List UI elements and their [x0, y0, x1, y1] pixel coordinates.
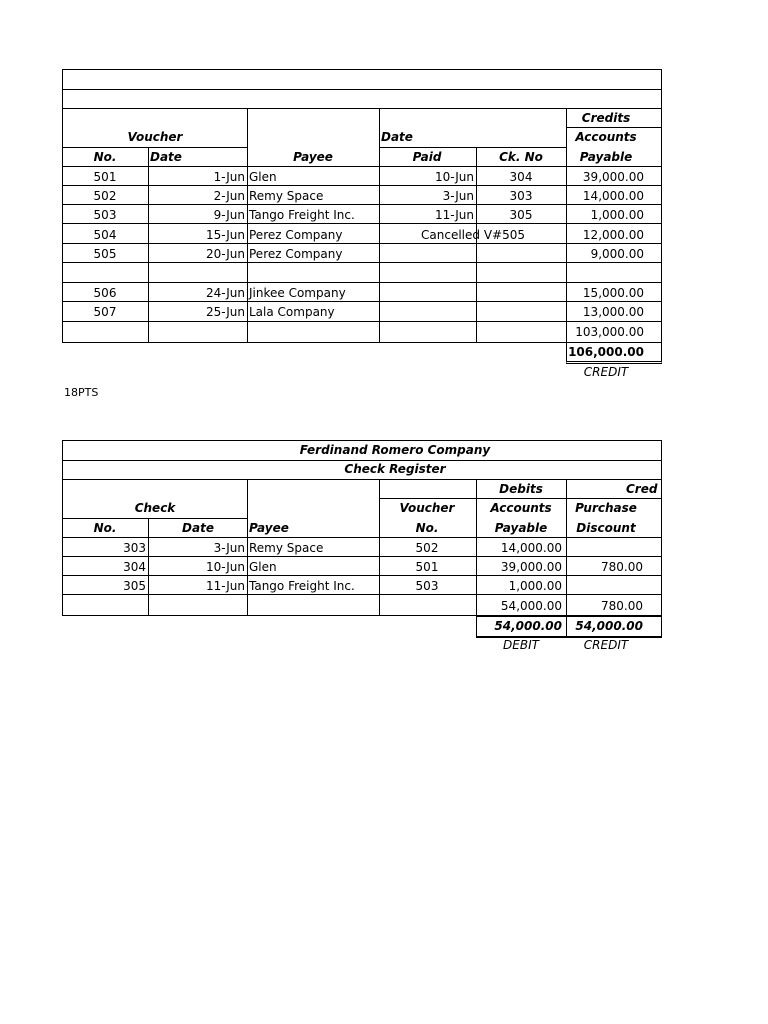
register-title: Check Register	[344, 462, 446, 476]
voucher-date: 25-Jun	[205, 305, 245, 319]
date-header: Date	[150, 150, 182, 164]
score-label: 18PTS	[64, 386, 99, 399]
ck-no-header: Ck. No	[499, 150, 543, 164]
grid-cell	[62, 321, 149, 343]
voucher-payee: Jinkee Company	[249, 286, 346, 300]
credit-label: CREDIT	[583, 365, 629, 379]
voucher-check-no: 304	[509, 170, 533, 184]
purchase-header: Purchase	[575, 501, 637, 515]
voucher-payee: Tango Freight Inc.	[249, 208, 355, 222]
grid-cell	[148, 594, 248, 616]
grid-cell	[476, 301, 567, 322]
voucher-payee: Remy Space	[249, 189, 324, 203]
credit-label: CREDIT	[583, 638, 629, 652]
grid-cell	[379, 243, 477, 263]
payee-header: Payee	[293, 150, 333, 164]
grid-cell	[247, 262, 380, 283]
date-group-header: Date	[381, 130, 413, 144]
voucher-no: 503	[93, 208, 117, 222]
voucher-check-no: 305	[509, 208, 533, 222]
check-ap-amount: 14,000.00	[500, 541, 562, 555]
debits-header: Debits	[499, 482, 543, 496]
paid-header: Paid	[412, 150, 442, 164]
grid-cell	[379, 262, 477, 283]
grid-cell	[476, 282, 567, 302]
voucher-amount: 9,000.00	[590, 247, 644, 261]
check-payee: Remy Space	[249, 541, 324, 555]
grid-cell	[379, 594, 477, 616]
no-header: No.	[93, 521, 117, 535]
voucher-payee: Glen	[249, 170, 277, 184]
check-voucher-no: 503	[415, 579, 439, 593]
grid-cell	[379, 321, 477, 343]
voucher-payee: Lala Company	[249, 305, 335, 319]
accounts-header: Accounts	[575, 130, 637, 144]
date-header: Date	[182, 521, 214, 535]
voucher-date: 2-Jun	[213, 189, 245, 203]
voucher-amount: 13,000.00	[582, 305, 644, 319]
discount-subtotal: 780.00	[601, 599, 643, 613]
voucher-subtotal: 103,000.00	[575, 325, 644, 339]
grid-cell	[148, 321, 248, 343]
voucher-amount: 1,000.00	[590, 208, 644, 222]
check-discount: 780.00	[601, 560, 643, 574]
voucher-date: 20-Jun	[205, 247, 245, 261]
check-ap-amount: 39,000.00	[500, 560, 562, 574]
grid-cell	[62, 262, 149, 283]
voucher-header: Voucher	[399, 501, 455, 515]
cancelled-note: Cancelled V#505	[421, 228, 525, 242]
no-header: No.	[93, 150, 117, 164]
check-header: Check	[134, 501, 176, 515]
voucher-paid-date: 3-Jun	[442, 189, 474, 203]
payable-header: Payable	[579, 150, 633, 164]
check-no: 303	[123, 541, 146, 555]
check-date: 3-Jun	[213, 541, 245, 555]
voucher-paid-date: 10-Jun	[434, 170, 474, 184]
voucher-payee: Perez Company	[249, 228, 343, 242]
voucher-register-title-row	[62, 69, 662, 90]
voucher-amount: 14,000.00	[582, 189, 644, 203]
voucher-no: 507	[93, 305, 117, 319]
grid-cell	[476, 243, 567, 263]
voucher-amount: 15,000.00	[582, 286, 644, 300]
grid-cell	[247, 321, 380, 343]
check-date: 10-Jun	[205, 560, 245, 574]
voucher-amount: 39,000.00	[582, 170, 644, 184]
voucher-no: 505	[93, 247, 117, 261]
voucher-no: 501	[93, 170, 117, 184]
check-date: 11-Jun	[205, 579, 245, 593]
voucher-date: 15-Jun	[205, 228, 245, 242]
grid-cell	[566, 262, 662, 283]
payable-header: Payable	[494, 521, 548, 535]
grid-cell	[566, 537, 662, 557]
grid-cell	[379, 301, 477, 322]
check-payee: Tango Freight Inc.	[249, 579, 355, 593]
voucher-date: 1-Jun	[213, 170, 245, 184]
check-ap-amount: 1,000.00	[508, 579, 562, 593]
voucher-date: 9-Jun	[213, 208, 245, 222]
accounts-header: Accounts	[490, 501, 552, 515]
grid-cell	[247, 594, 380, 616]
grid-cell	[379, 282, 477, 302]
grid-cell	[148, 262, 248, 283]
credits-header: Cred	[626, 482, 658, 496]
voucher-total: 106,000.00	[568, 345, 644, 359]
payee-header: Payee	[249, 521, 289, 535]
voucher-no-header: No.	[415, 521, 439, 535]
ap-subtotal: 54,000.00	[500, 599, 562, 613]
ap-total: 54,000.00	[494, 619, 562, 633]
check-payee: Glen	[249, 560, 277, 574]
credits-header: Credits	[581, 111, 631, 125]
check-voucher-no: 501	[415, 560, 439, 574]
voucher-register-table	[0, 0, 647, 385]
grid-cell	[566, 575, 662, 595]
check-voucher-no: 502	[415, 541, 439, 555]
voucher-no: 504	[93, 228, 117, 242]
voucher-no: 502	[93, 189, 117, 203]
company-name: Ferdinand Romero Company	[299, 443, 491, 457]
voucher-register-subtitle-row	[62, 89, 662, 109]
grid-cell	[476, 321, 567, 343]
voucher-amount: 12,000.00	[582, 228, 644, 242]
voucher-date: 24-Jun	[205, 286, 245, 300]
check-no: 305	[123, 579, 146, 593]
voucher-paid-date: 11-Jun	[434, 208, 474, 222]
voucher-payee: Perez Company	[249, 247, 343, 261]
check-register-table	[0, 420, 658, 660]
grid-cell	[476, 262, 567, 283]
voucher-header: Voucher	[127, 130, 183, 144]
debit-label: DEBIT	[503, 638, 539, 652]
voucher-check-no: 303	[509, 189, 533, 203]
discount-header: Discount	[576, 521, 636, 535]
discount-total: 54,000.00	[575, 619, 643, 633]
grid-cell	[62, 594, 149, 616]
check-no: 304	[123, 560, 146, 574]
voucher-no: 506	[93, 286, 117, 300]
